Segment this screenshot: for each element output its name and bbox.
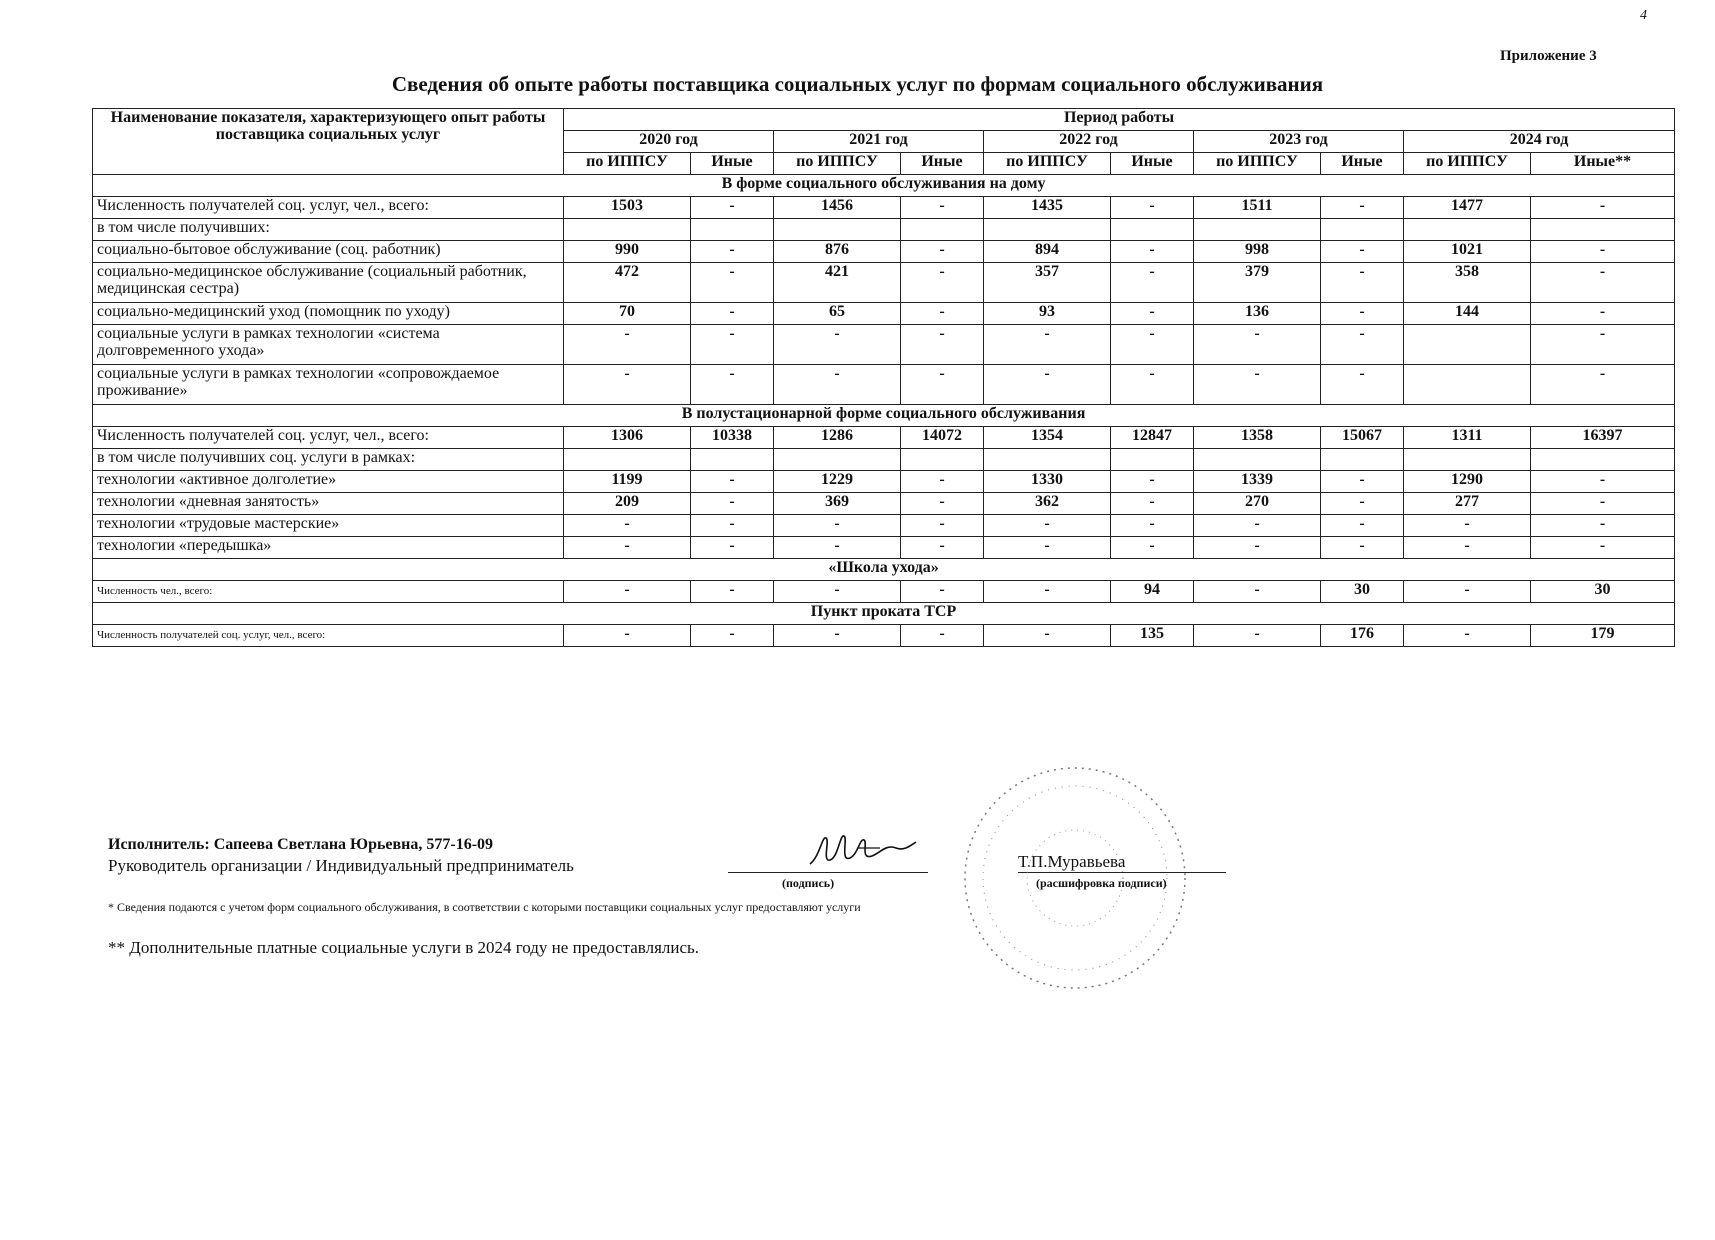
row-label: Численность получателей соц. услуг, чел., всего: <box>93 427 564 449</box>
value-cell: - <box>564 537 691 559</box>
value-cell: - <box>1404 515 1531 537</box>
value-cell: - <box>564 515 691 537</box>
value-cell: - <box>1194 625 1321 647</box>
value-cell: - <box>1404 537 1531 559</box>
value-cell: 1503 <box>564 197 691 219</box>
year-header: 2023 год <box>1194 131 1404 153</box>
section-title: Пункт проката ТСР <box>93 603 1675 625</box>
value-cell <box>1531 449 1675 471</box>
value-cell: 472 <box>564 263 691 303</box>
head-label: Руководитель организации / Индивидуальный предприниматель <box>108 856 574 875</box>
year-header: 2021 год <box>774 131 984 153</box>
value-cell: - <box>1194 537 1321 559</box>
value-cell: 1435 <box>984 197 1111 219</box>
value-cell: - <box>1531 515 1675 537</box>
value-cell: 14072 <box>901 427 984 449</box>
value-cell: 421 <box>774 263 901 303</box>
value-cell <box>774 219 901 241</box>
row-label: Численность чел., всего: <box>93 581 564 603</box>
row-label: социальные услуги в рамках технологии «сопровождаемое проживание» <box>93 365 564 405</box>
year-header: 2020 год <box>564 131 774 153</box>
value-cell <box>691 449 774 471</box>
value-cell: 270 <box>1194 493 1321 515</box>
value-cell: 10338 <box>691 427 774 449</box>
value-cell <box>774 449 901 471</box>
value-cell <box>564 219 691 241</box>
value-cell: - <box>1321 241 1404 263</box>
row-label: социально-медицинское обслуживание (социальный работник, медицинская сестра) <box>93 263 564 303</box>
value-cell <box>984 449 1111 471</box>
value-cell: - <box>691 515 774 537</box>
handwritten-signature <box>800 826 920 881</box>
value-cell: - <box>1531 493 1675 515</box>
value-cell <box>1111 219 1194 241</box>
value-cell: - <box>1531 325 1675 365</box>
value-cell: - <box>1321 471 1404 493</box>
column-subheader: по ИППСУ <box>564 153 691 175</box>
value-cell: 30 <box>1321 581 1404 603</box>
value-cell <box>1194 449 1321 471</box>
value-cell: 876 <box>774 241 901 263</box>
value-cell: - <box>1321 197 1404 219</box>
value-cell: - <box>691 325 774 365</box>
table-row <box>93 365 1675 405</box>
column-subheader: Иные <box>1321 153 1404 175</box>
year-header: 2022 год <box>984 131 1194 153</box>
value-cell: 209 <box>564 493 691 515</box>
table-row <box>93 581 1675 603</box>
value-cell: - <box>691 303 774 325</box>
column-subheader: Иные** <box>1531 153 1675 175</box>
value-cell: - <box>984 325 1111 365</box>
value-cell: - <box>691 263 774 303</box>
value-cell: - <box>1531 263 1675 303</box>
experience-table <box>92 108 1675 647</box>
value-cell: - <box>1531 537 1675 559</box>
value-cell: - <box>1404 581 1531 603</box>
value-cell: - <box>1111 493 1194 515</box>
value-cell: 135 <box>1111 625 1194 647</box>
value-cell: - <box>901 241 984 263</box>
value-cell: - <box>1111 263 1194 303</box>
value-cell: - <box>691 537 774 559</box>
value-cell: 990 <box>564 241 691 263</box>
value-cell: - <box>1111 537 1194 559</box>
table-row <box>93 471 1675 493</box>
value-cell: - <box>691 365 774 405</box>
value-cell: - <box>691 197 774 219</box>
value-cell <box>564 449 691 471</box>
value-cell: 15067 <box>1321 427 1404 449</box>
column-subheader: по ИППСУ <box>1404 153 1531 175</box>
value-cell: 1456 <box>774 197 901 219</box>
value-cell <box>984 219 1111 241</box>
value-cell: - <box>1321 263 1404 303</box>
organization-stamp <box>950 758 1200 1003</box>
column-subheader: Иные <box>901 153 984 175</box>
value-cell: 1199 <box>564 471 691 493</box>
value-cell: - <box>901 537 984 559</box>
row-label: Численность получателей соц. услуг, чел., всего: <box>93 197 564 219</box>
value-cell <box>1321 449 1404 471</box>
value-cell: - <box>984 515 1111 537</box>
value-cell: - <box>774 325 901 365</box>
value-cell: 1358 <box>1194 427 1321 449</box>
value-cell <box>691 219 774 241</box>
value-cell: - <box>901 471 984 493</box>
footnote-1: * Сведения подаются с учетом форм социального обслуживания, в соответствии с которыми поставщики социальных услуг предоставляют услуги <box>108 900 861 914</box>
value-cell: - <box>901 197 984 219</box>
row-label: социальные услуги в рамках технологии «система долговременного ухода» <box>93 325 564 365</box>
value-cell: 362 <box>984 493 1111 515</box>
value-cell: 358 <box>1404 263 1531 303</box>
page-number: 4 <box>1640 8 1647 23</box>
column-subheader: Иные <box>1111 153 1194 175</box>
row-label: технологии «передышка» <box>93 537 564 559</box>
value-cell: - <box>1194 325 1321 365</box>
signature-caption: (подпись) <box>782 876 835 890</box>
value-cell <box>901 449 984 471</box>
row-label: технологии «дневная занятость» <box>93 493 564 515</box>
value-cell: - <box>564 365 691 405</box>
table-row <box>93 537 1675 559</box>
value-cell: - <box>691 471 774 493</box>
value-cell: - <box>1111 365 1194 405</box>
value-cell: - <box>984 581 1111 603</box>
value-cell <box>1531 219 1675 241</box>
row-label: технологии «трудовые мастерские» <box>93 515 564 537</box>
table-row <box>93 241 1675 263</box>
document-title: Сведения об опыте работы поставщика социальных услуг по формам социального обслуживания <box>391 72 1324 96</box>
column-subheader: Иные <box>691 153 774 175</box>
value-cell: 1290 <box>1404 471 1531 493</box>
value-cell: - <box>564 625 691 647</box>
value-cell: - <box>774 515 901 537</box>
table-row <box>93 493 1675 515</box>
name-caption: (расшифровка подписи) <box>1036 876 1167 890</box>
value-cell: 136 <box>1194 303 1321 325</box>
value-cell <box>1194 219 1321 241</box>
value-cell <box>901 219 984 241</box>
value-cell: - <box>1111 515 1194 537</box>
table-row <box>93 219 1675 241</box>
value-cell: 1286 <box>774 427 901 449</box>
value-cell: 16397 <box>1531 427 1675 449</box>
value-cell: 70 <box>564 303 691 325</box>
value-cell: - <box>564 325 691 365</box>
value-cell: - <box>1531 197 1675 219</box>
value-cell: - <box>1194 581 1321 603</box>
value-cell <box>1321 219 1404 241</box>
value-cell: - <box>691 241 774 263</box>
section-title: В форме социального обслуживания на дому <box>93 175 1675 197</box>
column-subheader: по ИППСУ <box>774 153 901 175</box>
value-cell: 357 <box>984 263 1111 303</box>
value-cell: 1330 <box>984 471 1111 493</box>
name-column-header: Наименование показателя, характеризующего опыт работы поставщика социальных услуг <box>93 109 564 175</box>
value-cell: 94 <box>1111 581 1194 603</box>
value-cell: - <box>1194 365 1321 405</box>
value-cell: 1354 <box>984 427 1111 449</box>
value-cell <box>1111 449 1194 471</box>
section-title: «Школа ухода» <box>93 559 1675 581</box>
value-cell: - <box>1111 325 1194 365</box>
value-cell: 1229 <box>774 471 901 493</box>
value-cell: - <box>691 581 774 603</box>
value-cell: 30 <box>1531 581 1675 603</box>
value-cell: 144 <box>1404 303 1531 325</box>
row-label: Численность получателей соц. услуг, чел., всего: <box>93 625 564 647</box>
row-label: в том числе получивших соц. услуги в рамках: <box>93 449 564 471</box>
value-cell: 894 <box>984 241 1111 263</box>
row-label: технологии «активное долголетие» <box>93 471 564 493</box>
value-cell: - <box>1531 303 1675 325</box>
value-cell: 12847 <box>1111 427 1194 449</box>
table-row <box>93 449 1675 471</box>
value-cell: 176 <box>1321 625 1404 647</box>
value-cell: 1477 <box>1404 197 1531 219</box>
column-subheader: по ИППСУ <box>984 153 1111 175</box>
value-cell: - <box>774 365 901 405</box>
value-cell: - <box>1321 325 1404 365</box>
value-cell: - <box>901 365 984 405</box>
value-cell: - <box>1321 493 1404 515</box>
value-cell: 1511 <box>1194 197 1321 219</box>
value-cell: - <box>1194 515 1321 537</box>
value-cell: - <box>774 625 901 647</box>
value-cell: - <box>774 537 901 559</box>
table-row <box>93 197 1675 219</box>
executor-line: Исполнитель: Сапеева Светлана Юрьевна, 577-16-09 <box>108 836 494 853</box>
value-cell: - <box>901 263 984 303</box>
year-header: 2024 год <box>1404 131 1675 153</box>
table-row <box>93 515 1675 537</box>
row-label: социально-бытовое обслуживание (соц. работник) <box>93 241 564 263</box>
value-cell: 379 <box>1194 263 1321 303</box>
value-cell <box>1404 219 1531 241</box>
value-cell: 1306 <box>564 427 691 449</box>
value-cell: - <box>691 625 774 647</box>
value-cell: - <box>774 581 901 603</box>
value-cell: 65 <box>774 303 901 325</box>
section-title: В полустационарной форме социального обслуживания <box>93 405 1675 427</box>
value-cell: - <box>1321 303 1404 325</box>
table-row <box>93 325 1675 365</box>
value-cell: - <box>1111 241 1194 263</box>
value-cell: - <box>1404 625 1531 647</box>
value-cell: 1311 <box>1404 427 1531 449</box>
value-cell: - <box>1111 197 1194 219</box>
value-cell: - <box>901 325 984 365</box>
value-cell: 277 <box>1404 493 1531 515</box>
row-label: социально-медицинский уход (помощник по уходу) <box>93 303 564 325</box>
footnote-2: ** Дополнительные платные социальные услуги в 2024 году не предоставлялись. <box>108 938 700 957</box>
value-cell: - <box>564 581 691 603</box>
value-cell: - <box>1531 241 1675 263</box>
value-cell: - <box>1531 471 1675 493</box>
table-row <box>93 263 1675 303</box>
value-cell: 93 <box>984 303 1111 325</box>
table-row <box>93 303 1675 325</box>
value-cell: 1021 <box>1404 241 1531 263</box>
value-cell: - <box>1111 471 1194 493</box>
value-cell: 1339 <box>1194 471 1321 493</box>
value-cell: - <box>984 625 1111 647</box>
row-label: в том числе получивших: <box>93 219 564 241</box>
value-cell <box>1404 325 1531 365</box>
period-header: Период работы <box>564 109 1675 131</box>
value-cell: 998 <box>1194 241 1321 263</box>
column-subheader: по ИППСУ <box>1194 153 1321 175</box>
appendix-label: Приложение 3 <box>1500 48 1597 64</box>
value-cell: 179 <box>1531 625 1675 647</box>
table-row <box>93 625 1675 647</box>
value-cell: - <box>1531 365 1675 405</box>
value-cell: - <box>1321 515 1404 537</box>
head-name: Т.П.Муравьева <box>1018 852 1126 871</box>
table-row <box>93 427 1675 449</box>
value-cell: - <box>1321 365 1404 405</box>
value-cell: - <box>1321 537 1404 559</box>
value-cell: - <box>984 537 1111 559</box>
value-cell: - <box>901 493 984 515</box>
value-cell <box>1404 449 1531 471</box>
value-cell: - <box>984 365 1111 405</box>
value-cell: - <box>901 625 984 647</box>
value-cell <box>1404 365 1531 405</box>
value-cell: - <box>901 581 984 603</box>
value-cell: - <box>691 493 774 515</box>
value-cell: - <box>1111 303 1194 325</box>
value-cell: - <box>901 515 984 537</box>
value-cell: 369 <box>774 493 901 515</box>
value-cell: - <box>901 303 984 325</box>
